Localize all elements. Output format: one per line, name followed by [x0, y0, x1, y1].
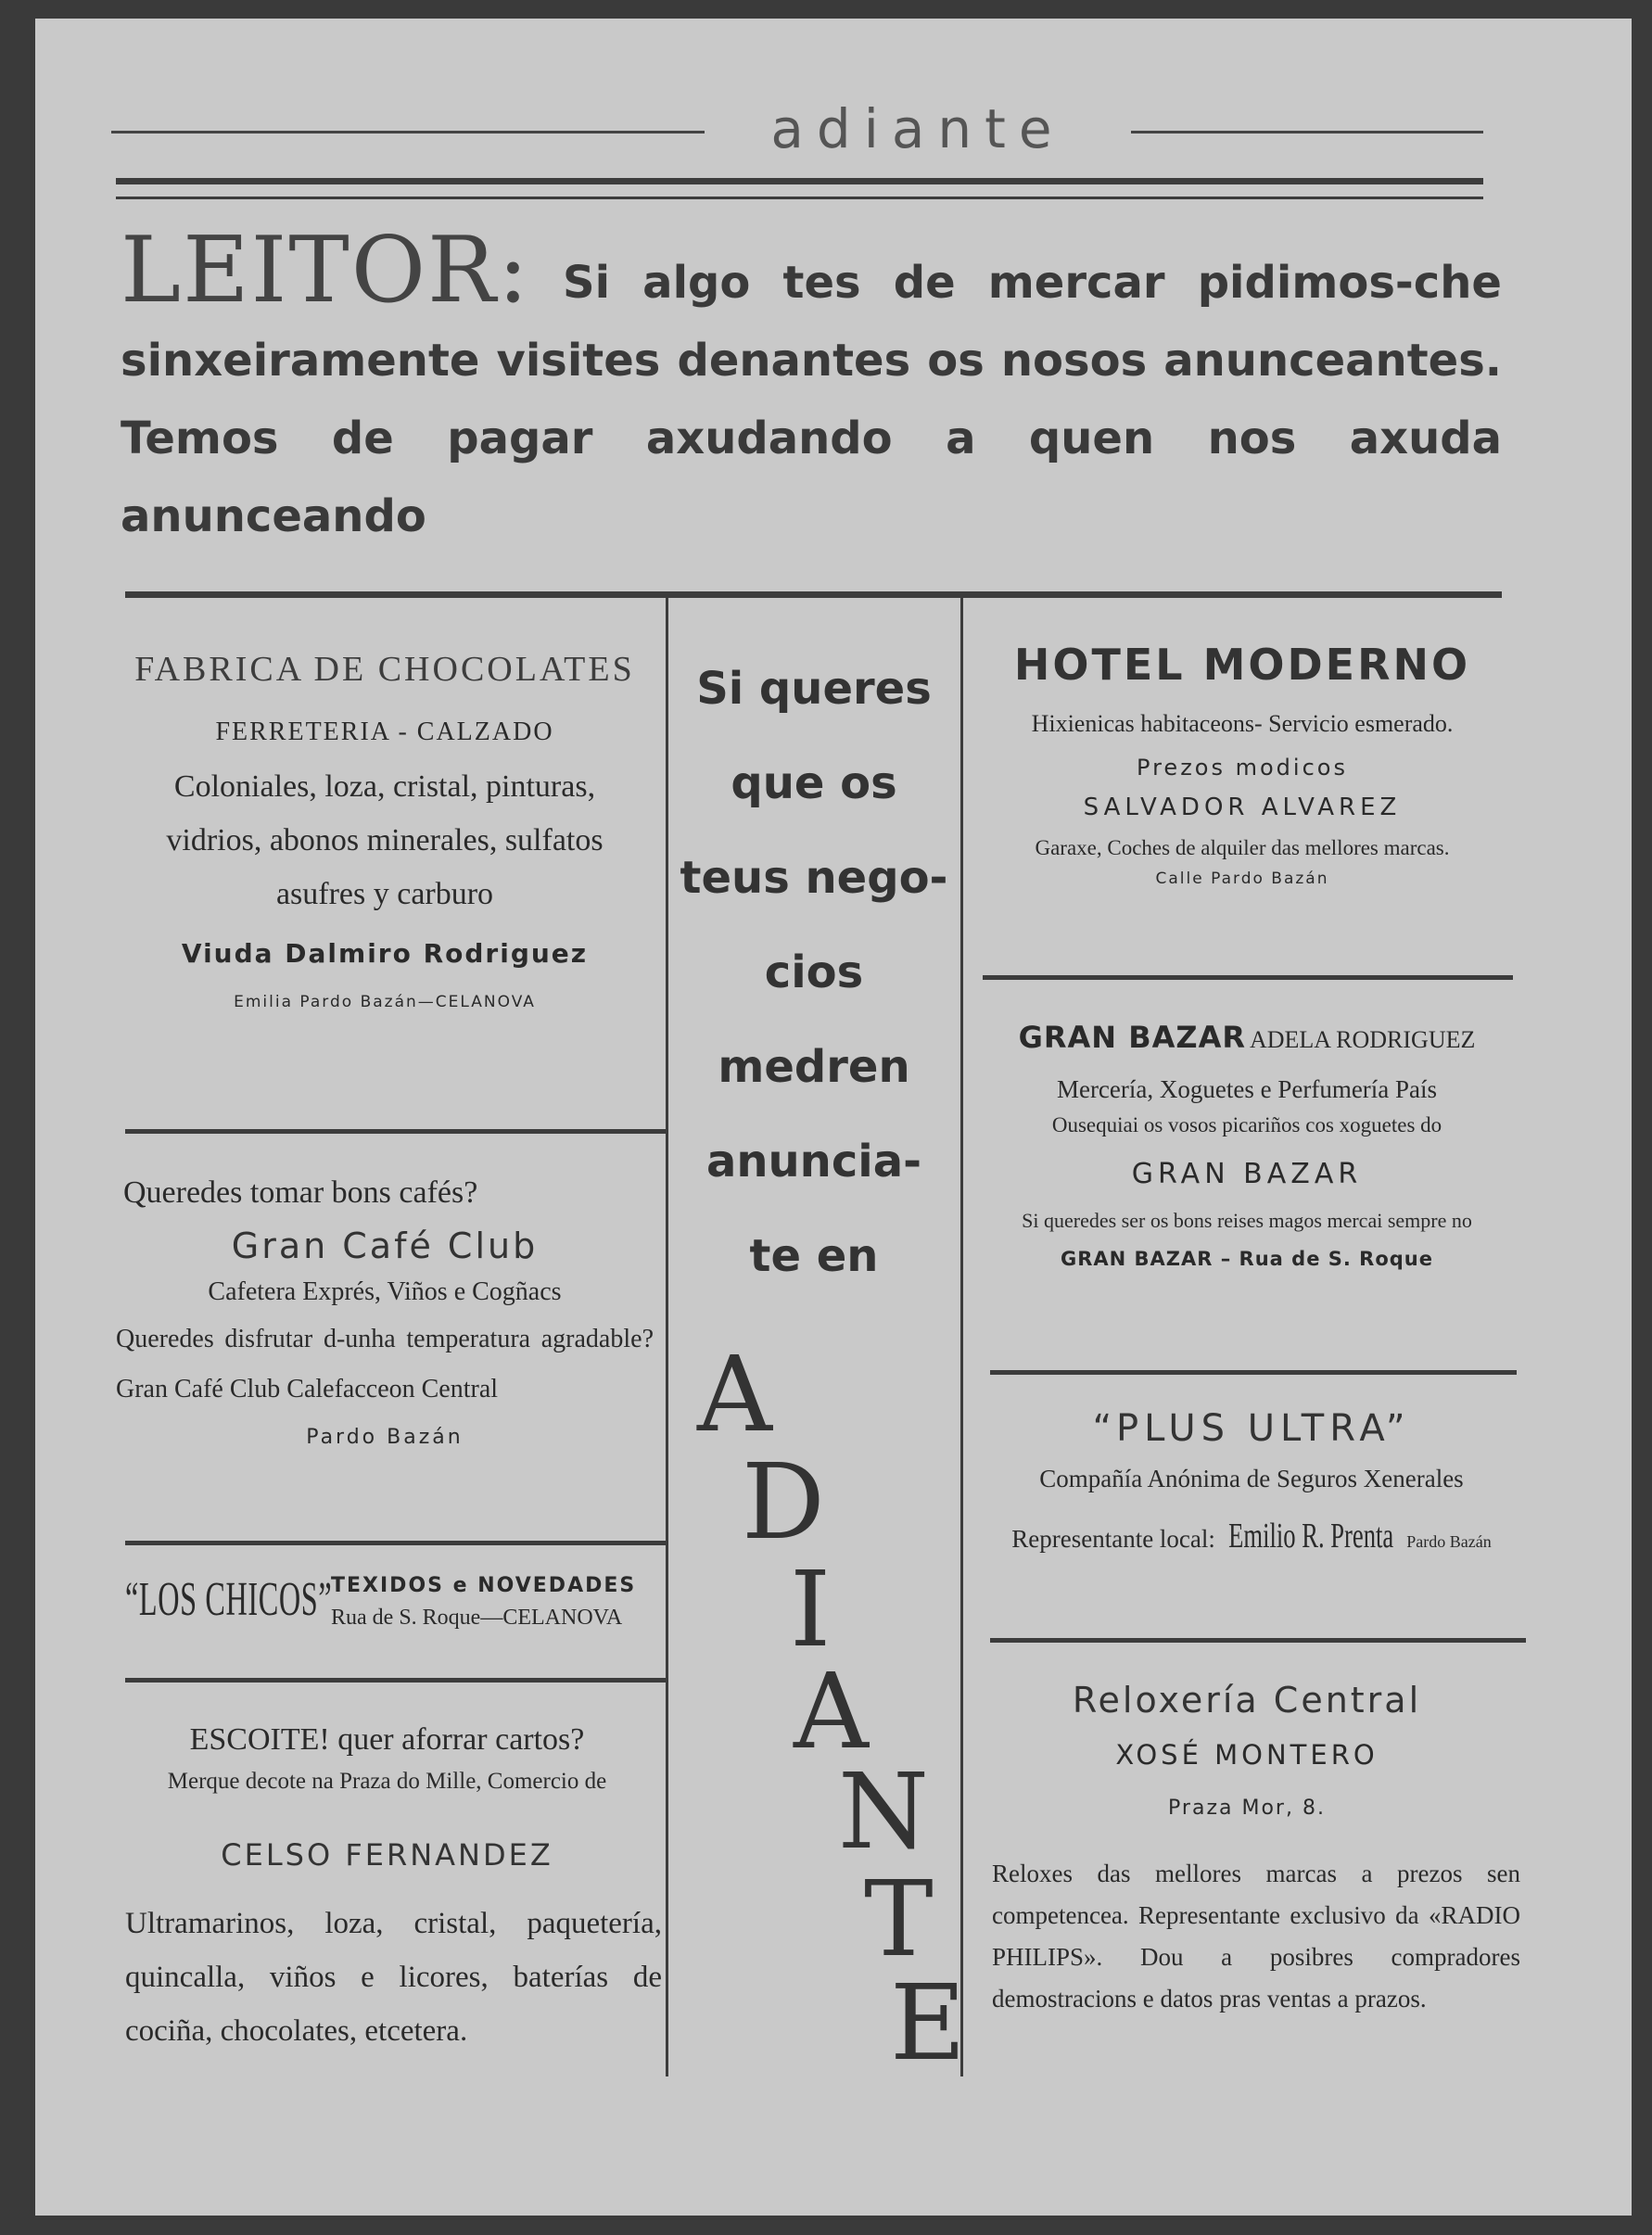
masthead-rule-left: [111, 131, 705, 133]
cafe-line1: Cafetera Exprés, Viños e Cogñacs: [208, 1277, 562, 1306]
middle-line4: cios: [764, 946, 864, 998]
escoite-head: ESCOITE! quer aforrar cartos?: [189, 1722, 585, 1757]
bazar-line2: Ousequiai os vosos picariños cos xoguetes do: [1051, 1113, 1442, 1137]
rule-right-2: [990, 1370, 1517, 1375]
adiante-letter-7: E: [890, 1963, 966, 2084]
adiante-letter-2: D: [742, 1442, 825, 1563]
middle-line5: medren: [718, 1041, 910, 1093]
ad-gran-bazar: [964, 1020, 1530, 1270]
intro-text: Si algo tes de mercar pidimos-che sinxeiramente visites denantes os nosos anunceantes. Temos de pagar axudando a quen nos axuda anunceando: [121, 257, 1502, 542]
bazar-line1: Mercería, Xoguetes e Perfumería País: [1056, 1075, 1438, 1103]
ad-cafe: [107, 1175, 663, 1449]
cafe-street: Pardo Bazán: [306, 1426, 464, 1449]
adiante-letter-4: A: [794, 1652, 869, 1772]
relox-owner: XOSÉ MONTERO: [1115, 1739, 1379, 1771]
chocolates-body: Coloniales, loza, cristal, pinturas, vidrios, abonos minerales, sulfatos asufres y carburo: [166, 769, 604, 911]
rule-left-2: [125, 1541, 667, 1545]
ad-plus-ultra: [964, 1407, 1539, 1556]
bazar-header: [964, 1020, 1530, 1055]
middle-line6: anuncia-: [705, 1136, 922, 1187]
adiante-letter-6: T: [864, 1860, 934, 1980]
middle-line1: Si queres: [696, 663, 932, 715]
relox-name: Reloxería Central: [1072, 1680, 1422, 1721]
intro-lead: LEITOR:: [121, 218, 530, 324]
ad-hotel: [964, 640, 1520, 888]
adiante-letter-1: A: [697, 1335, 772, 1455]
hotel-line2: Prezos modicos: [1137, 755, 1348, 781]
masthead-rule-thin: [116, 197, 1483, 199]
cafe-line2: Queredes disfrutar d-unha temperatura agradable? Gran Café Club Calefacceon Central: [116, 1325, 654, 1403]
hotel-owner: SALVADOR ALVAREZ: [1083, 794, 1402, 821]
ad-los-chicos: [125, 1567, 672, 1641]
escoite-name: CELSO FERNANDEZ: [221, 1837, 553, 1873]
ad-middle-column: [669, 641, 959, 1303]
bazar-owner: ADELA RODRIGUEZ: [1249, 1026, 1476, 1053]
cafe-name: Gran Café Club: [231, 1225, 539, 1266]
relox-addr: Praza Mor, 8.: [1168, 1797, 1326, 1820]
hotel-line1: Hixienicas habitaceons- Servicio esmerado.: [1031, 710, 1454, 737]
chocolates-title: FABRICA DE CHOCOLATES: [134, 650, 635, 689]
bazar-line3: Si queredes ser os bons reises magos mercai sempre no: [1022, 1209, 1472, 1232]
intro-paragraph: [121, 218, 1502, 555]
chicos-line1: TEXIDOS e NOVEDADES: [331, 1574, 637, 1597]
plus-rep: Emilio R. Prenta: [1228, 1517, 1394, 1556]
rule-right-3: [990, 1638, 1526, 1643]
rule-left-1: [125, 1129, 667, 1134]
hotel-street: Calle Pardo Bazán: [1155, 870, 1329, 888]
cafe-question: Queredes tomar bons cafés?: [123, 1175, 478, 1210]
chicos-name: “LOS CHICOS”: [125, 1573, 333, 1626]
escoite-body: Ultramarinos, loza, cristal, paquetería, quincalla, viños e licores, baterías de cociña, chocolates, etcetera.: [125, 1907, 662, 2048]
plus-street: Pardo Bazán: [1406, 1532, 1492, 1551]
ad-chocolates: [107, 649, 663, 1011]
rule-right-1: [983, 975, 1513, 980]
ad-escoite: [107, 1722, 667, 2058]
middle-line2: que os: [731, 757, 897, 809]
masthead-rule-right: [1131, 131, 1483, 133]
relox-body: Reloxes das mellores marcas a prezos sen competencea. Representante exclusivo da «RADIO PHILIPS». Dou a posibres compradores demostracions e datos pras ventas a prazos.: [992, 1860, 1520, 2013]
column-divider-right: [960, 593, 963, 2076]
chocolates-subtitle: FERRETERIA - CALZADO: [215, 717, 554, 746]
chicos-line2: Rua de S. Roque—CELANOVA: [331, 1606, 623, 1630]
middle-line7: te en: [749, 1230, 879, 1282]
bazar-name2: GRAN BAZAR: [1131, 1158, 1363, 1190]
hotel-name: HOTEL MODERNO: [1013, 640, 1471, 690]
plus-name: “PLUS ULTRA”: [1092, 1407, 1411, 1450]
intro-divider: [125, 591, 1502, 598]
rule-left-3: [125, 1678, 667, 1683]
ad-reloxeria: [964, 1680, 1530, 2020]
plus-line1: Compañía Anónima de Seguros Xenerales: [1039, 1465, 1464, 1492]
middle-line3: teus nego-: [680, 852, 948, 904]
plus-label: Representante local:: [1011, 1525, 1215, 1553]
bazar-footer: GRAN BAZAR – Rua de S. Roque: [1060, 1248, 1433, 1270]
adiante-letter-5: N: [838, 1752, 929, 1873]
bazar-name: GRAN BAZAR: [1018, 1020, 1246, 1055]
chocolates-address: Emilia Pardo Bazán—CELANOVA: [234, 993, 536, 1011]
plus-rep-row: [964, 1516, 1539, 1556]
masthead: [111, 97, 1483, 162]
masthead-title: adiante: [770, 97, 1065, 160]
masthead-rule-thick: [116, 178, 1483, 184]
chocolates-owner: Viuda Dalmiro Rodriguez: [181, 938, 589, 969]
escoite-line: Merque decote na Praza do Mille, Comercio de: [167, 1769, 607, 1794]
hotel-line3: Garaxe, Coches de alquiler das mellores marcas.: [1035, 836, 1450, 859]
adiante-letter-3: I: [790, 1550, 832, 1670]
